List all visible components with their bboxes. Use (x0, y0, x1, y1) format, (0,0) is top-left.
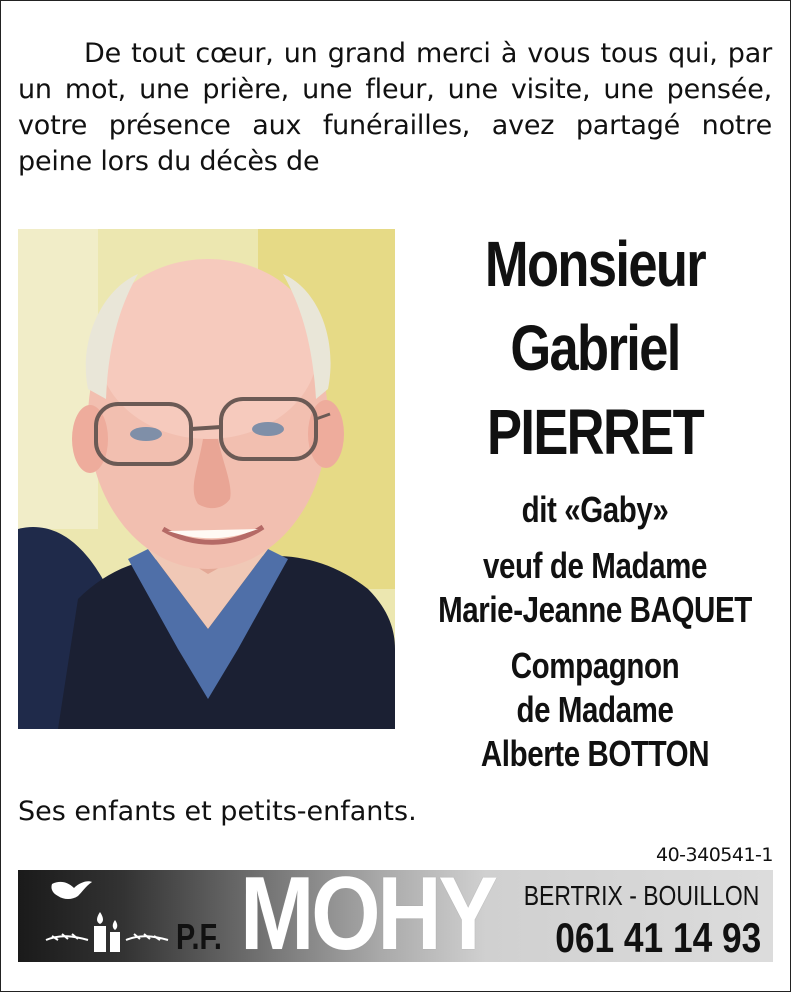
companion-line-1: Compagnon (510, 645, 680, 686)
portrait-photo (18, 229, 395, 729)
thank-you-text (18, 36, 772, 180)
companion-line-2: de Madame (516, 689, 674, 730)
title: Monsieur (484, 228, 706, 300)
deceased-name-block (400, 222, 790, 776)
funeral-home-phone[interactable]: 061 41 14 93 (555, 914, 761, 961)
thank-you-text-content: De tout cœur, un grand merci à vous tous qui, par un mot, une prière, une fleur, une visite, une pensée, votre présence aux funérailles, avez partagé notre peine lors du décès de (18, 38, 772, 177)
funeral-home-locations: BERTRIX - BOUILLON (523, 880, 759, 911)
last-name: PIERRET (487, 396, 703, 468)
reference-number: 40-340541-1 (655, 844, 773, 866)
funeral-home-name: MOHY (240, 856, 495, 972)
dove-candles-icon (30, 874, 170, 960)
nickname: dit «Gaby» (521, 489, 669, 530)
spouse-name: Marie-Jeanne BAQUET (438, 589, 752, 630)
first-name: Gabriel (510, 312, 680, 384)
companion-name: Alberte BOTTON (480, 733, 710, 774)
widow-line: veuf de Madame (483, 545, 707, 586)
funeral-home-prefix: P.F. (176, 916, 222, 957)
funeral-home-banner (18, 856, 773, 972)
family-line: Ses enfants et petits-enfants. (18, 796, 417, 827)
